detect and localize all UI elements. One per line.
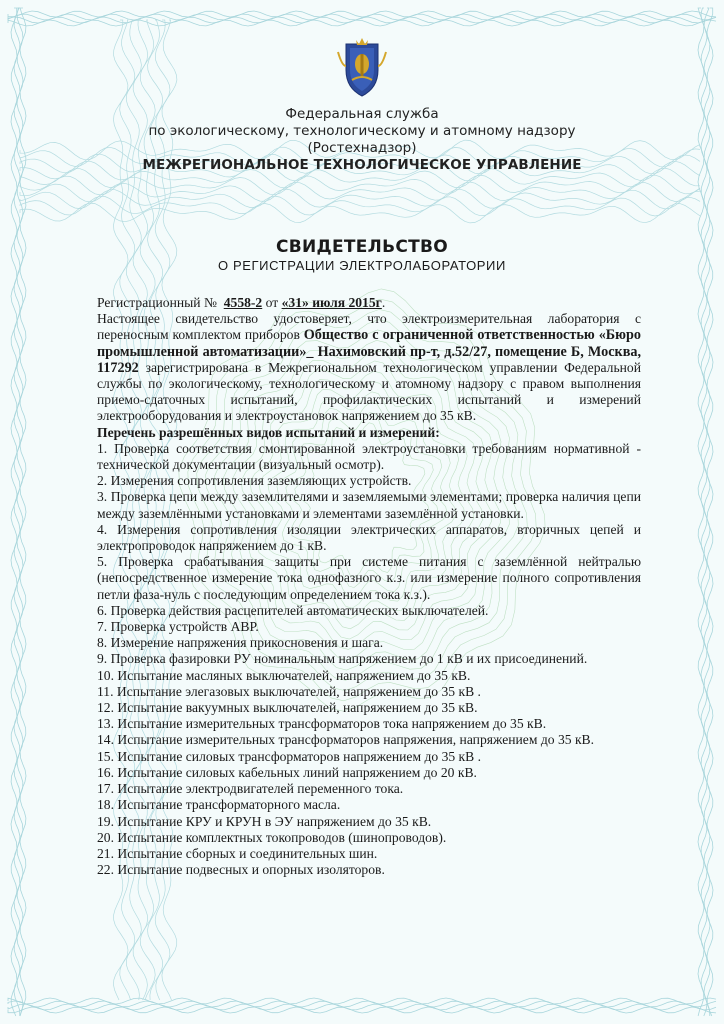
certificate-subtitle: О РЕГИСТРАЦИИ ЭЛЕКТРОЛАБОРАТОРИИ	[218, 258, 506, 273]
certificate-body	[97, 295, 641, 878]
test-item: 9. Проверка фазировки РУ номинальным напряжением до 1 кВ и их присоединений.	[97, 651, 588, 667]
registration-line	[97, 295, 641, 311]
test-item: 5. Проверка срабатывания защиты при системе питания с заземлённой нейтралью (непосредственное измерение тока однофазного к.з. или измерение полного сопротивления петли фаза-нуль с последующим определением тока к.з.).	[97, 554, 641, 602]
test-item: 13. Испытание измерительных трансформаторов тока напряжением до 35 кВ.	[97, 716, 547, 732]
test-item: 12. Испытание вакуумных выключателей, напряжением до 35 кВ.	[97, 700, 478, 716]
agency-line-3: (Ростехнадзор)	[307, 140, 417, 156]
registration-label: Регистрационный №	[97, 295, 217, 310]
agency-line-1: Федеральная служба	[285, 106, 439, 122]
test-item: 18. Испытание трансформаторного масла.	[97, 797, 341, 813]
test-item: 2. Измерения сопротивления заземляющих устройств.	[97, 473, 412, 489]
rostekhnadzor-emblem-icon	[332, 36, 392, 98]
test-item: 14. Испытание измерительных трансформаторов напряжения, напряжением до 35 кВ.	[97, 732, 595, 748]
statement-outro: зарегистрирована в Межрегиональном технологическом управлении Федеральной службы по экологическому, технологическому и атомному надзору с правом выполнения приемо-сдаточных испытаний, профилактических испытаний и измерений электрооборудования и электроустановок напряжением до 35 кВ.	[97, 359, 641, 424]
test-item: 4. Измерения сопротивления изоляции электрических аппаратов, вторичных цепей и электропроводок напряжением до 1 кВ.	[97, 521, 641, 554]
test-item: 16. Испытание силовых кабельных линий напряжением до 20 кВ.	[97, 764, 477, 780]
agency-header	[0, 106, 724, 174]
tests-list-heading: Перечень разрешённых видов испытаний и измерений:	[97, 424, 440, 440]
test-item: 11. Испытание элегазовых выключателей, напряжением до 35 кВ .	[97, 683, 481, 699]
test-item: 17. Испытание электродвигателей переменного тока.	[97, 781, 404, 797]
organization-name: Общество с ограниченной ответственностью «Бюро промышленной автоматизации»_ Нахимовский пр-т, д.52/27, помещение Б, Москва, 117292	[97, 327, 641, 376]
test-item: 3. Проверка цепи между заземлителями и заземляемыми элементами; проверка наличия цепи между заземлёнными установками и элементами заземлённой установки.	[97, 489, 641, 521]
test-item: 21. Испытание сборных и соединительных шин.	[97, 845, 378, 861]
test-item: 19. Испытание КРУ и КРУН в ЭУ напряжением до 35 кВ.	[97, 813, 432, 829]
test-item: 15. Испытание силовых трансформаторов напряжением до 35 кВ .	[97, 748, 482, 764]
certificate-statement	[97, 311, 641, 424]
registration-number: 4558-2	[223, 295, 263, 310]
certificate-title: СВИДЕТЕЛЬСТВО	[275, 237, 449, 257]
test-item: 10. Испытание масляных выключателей, напряжением до 35 кВ.	[97, 667, 471, 683]
test-item: 7. Проверка устройств АВР.	[97, 619, 259, 635]
tests-list	[97, 441, 641, 878]
agency-department: МЕЖРЕГИОНАЛЬНОЕ ТЕХНОЛОГИЧЕСКОЕ УПРАВЛЕНИЕ	[142, 157, 582, 173]
statement-intro: Настоящее свидетельство удостоверяет, что электроизмерительная лаборатория с переносным комплектом приборов	[97, 311, 641, 343]
test-item: 1. Проверка соответствия смонтированной электроустановки требованиям нормативной - технической документации (визуальный осмотр).	[97, 440, 641, 473]
test-item: 20. Испытание комплектных токопроводов (шинопроводов).	[97, 829, 447, 845]
registration-date: «31» июля 2015г	[281, 295, 382, 310]
test-item: 8. Измерение напряжения прикосновения и шага.	[97, 635, 384, 651]
registration-date-end: .	[381, 295, 386, 310]
test-item: 6. Проверка действия расцепителей автоматических выключателей.	[97, 602, 489, 618]
agency-line-2: по экологическому, технологическому и атомному надзору	[148, 123, 576, 139]
test-item: 22. Испытание подвесных и опорных изоляторов.	[97, 862, 385, 878]
registration-from: от	[265, 295, 279, 310]
